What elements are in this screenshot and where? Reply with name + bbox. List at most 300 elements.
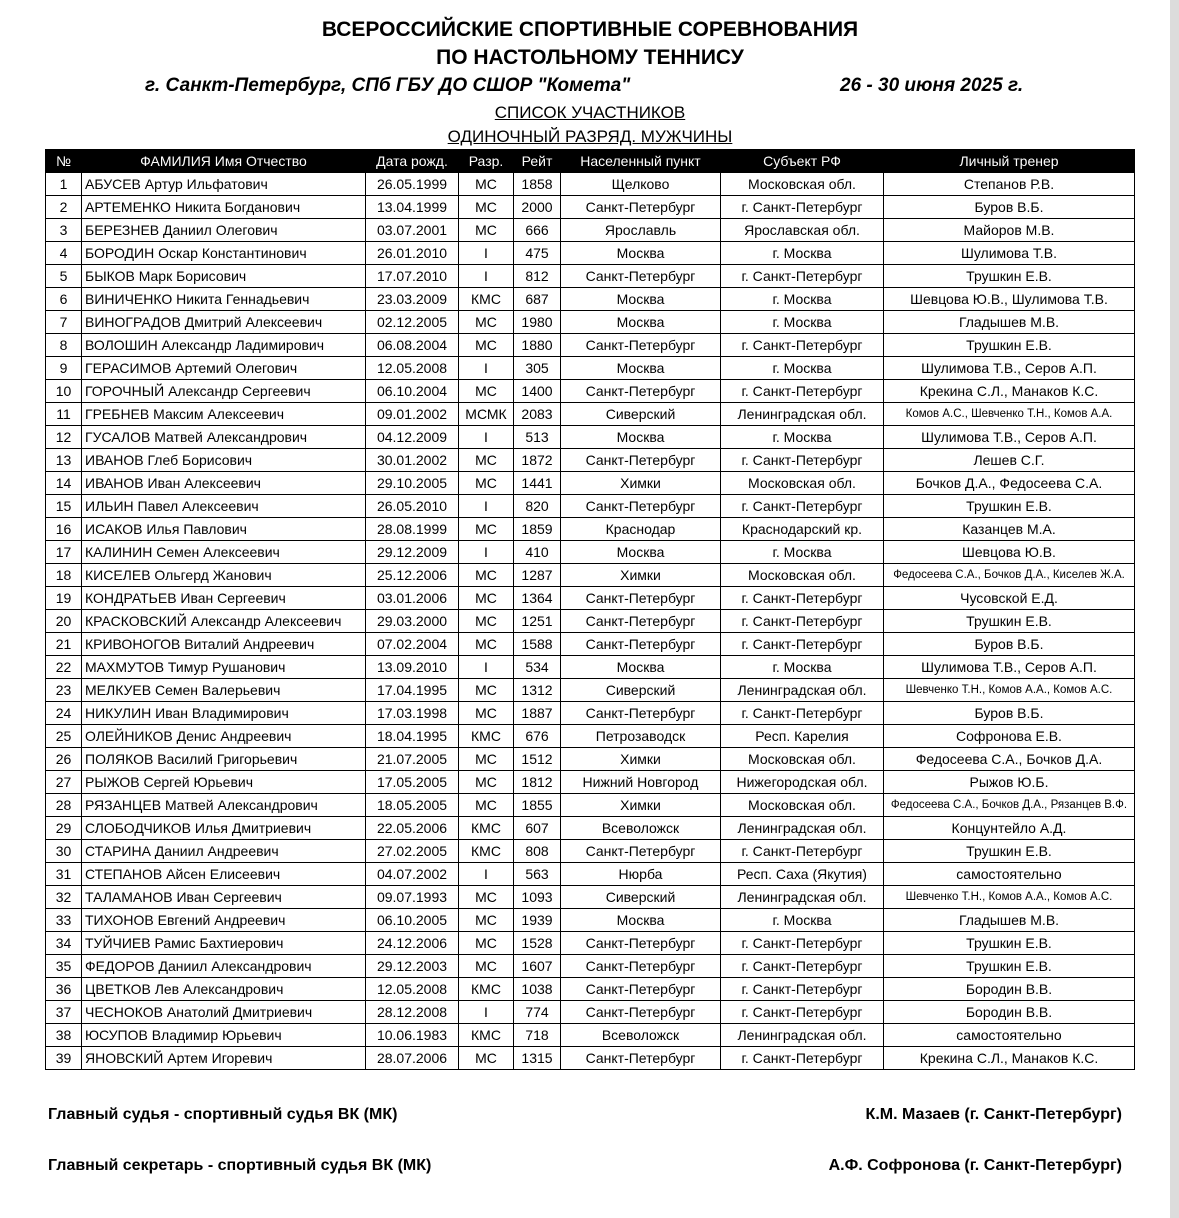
col-coach-cell: Трушкин Е.В.: [884, 840, 1135, 863]
col-birth-date-cell: 17.03.1998: [366, 702, 459, 725]
col-city-cell: Санкт-Петербург: [561, 265, 721, 288]
col-rank-cell: МСМК: [459, 403, 514, 426]
col-region-cell: г. Санкт-Петербург: [721, 380, 884, 403]
col-full-name-cell: ИЛЬИН Павел Алексеевич: [82, 495, 366, 518]
table-body: [46, 173, 1135, 1070]
col-birth-date-cell: 02.12.2005: [366, 311, 459, 334]
col-rating-cell: 1939: [514, 909, 561, 932]
col-coach-cell: Шулимова Т.В., Серов А.П.: [884, 357, 1135, 380]
table-row: [46, 380, 1135, 403]
col-birth-date-cell: 29.10.2005: [366, 472, 459, 495]
table-row: [46, 518, 1135, 541]
col-birth-date-cell: 29.12.2003: [366, 955, 459, 978]
table-row: [46, 1047, 1135, 1070]
col-coach-cell: Федосеева С.А., Бочков Д.А., Киселев Ж.А.: [884, 564, 1135, 587]
col-rating-cell: 1872: [514, 449, 561, 472]
col-region-cell: г. Санкт-Петербург: [721, 932, 884, 955]
col-number-cell: 1: [46, 173, 82, 196]
col-rank-cell: МС: [459, 334, 514, 357]
col-number-cell: 34: [46, 932, 82, 955]
col-full-name-cell: ПОЛЯКОВ Василий Григорьевич: [82, 748, 366, 771]
col-number-cell: 9: [46, 357, 82, 380]
col-rating-cell: 1287: [514, 564, 561, 587]
col-number-cell: 5: [46, 265, 82, 288]
col-coach-cell: самостоятельно: [884, 863, 1135, 886]
col-full-name-header: ФАМИЛИЯ Имя Отчество: [82, 150, 366, 173]
event-dates: 26 - 30 июня 2025 г.: [840, 75, 1024, 96]
col-coach-cell: Гладышев М.В.: [884, 909, 1135, 932]
col-rating-cell: 410: [514, 541, 561, 564]
col-rank-cell: МС: [459, 748, 514, 771]
col-coach-cell: Трушкин Е.В.: [884, 265, 1135, 288]
col-number-cell: 35: [46, 955, 82, 978]
col-birth-date-cell: 03.01.2006: [366, 587, 459, 610]
col-rating-cell: 607: [514, 817, 561, 840]
col-birth-date-cell: 29.12.2009: [366, 541, 459, 564]
table-row: [46, 173, 1135, 196]
col-birth-date-cell: 17.05.2005: [366, 771, 459, 794]
col-city-cell: Санкт-Петербург: [561, 978, 721, 1001]
col-coach-cell: Майоров М.В.: [884, 219, 1135, 242]
col-rating-cell: 666: [514, 219, 561, 242]
col-region-cell: г. Москва: [721, 541, 884, 564]
table-row: [46, 334, 1135, 357]
col-rank-cell: МС: [459, 886, 514, 909]
table-row: [46, 1001, 1135, 1024]
col-rating-cell: 1512: [514, 748, 561, 771]
col-rank-cell: МС: [459, 633, 514, 656]
col-rating-cell: 1312: [514, 679, 561, 702]
col-coach-cell: Гладышев М.В.: [884, 311, 1135, 334]
col-full-name-cell: ГУСАЛОВ Матвей Александрович: [82, 426, 366, 449]
col-city-cell: Сиверский: [561, 679, 721, 702]
col-birth-date-cell: 18.04.1995: [366, 725, 459, 748]
col-rank-cell: КМС: [459, 1024, 514, 1047]
col-coach-cell: Федосеева С.А., Бочков Д.А., Рязанцев В.Ф.: [884, 794, 1135, 817]
col-city-cell: Нижний Новгород: [561, 771, 721, 794]
col-rank-cell: I: [459, 242, 514, 265]
col-region-cell: Ленинградская обл.: [721, 679, 884, 702]
col-city-cell: Санкт-Петербург: [561, 380, 721, 403]
col-rank-cell: МС: [459, 932, 514, 955]
col-full-name-cell: ФЕДОРОВ Даниил Александрович: [82, 955, 366, 978]
col-city-cell: Всеволожск: [561, 1024, 721, 1047]
col-full-name-cell: БЕРЕЗНЕВ Даниил Олегович: [82, 219, 366, 242]
col-rating-cell: 513: [514, 426, 561, 449]
page-edge: [1170, 0, 1179, 1218]
col-number-cell: 26: [46, 748, 82, 771]
col-rank-cell: МС: [459, 311, 514, 334]
col-city-cell: Сиверский: [561, 886, 721, 909]
col-region-cell: г. Москва: [721, 357, 884, 380]
col-rating-cell: 820: [514, 495, 561, 518]
col-full-name-cell: БОРОДИН Оскар Константинович: [82, 242, 366, 265]
col-birth-date-cell: 24.12.2006: [366, 932, 459, 955]
col-birth-date-header: Дата рожд.: [366, 150, 459, 173]
col-rank-cell: МС: [459, 587, 514, 610]
col-number-cell: 15: [46, 495, 82, 518]
col-full-name-cell: КИСЕЛЕВ Ольгерд Жанович: [82, 564, 366, 587]
col-rank-cell: МС: [459, 449, 514, 472]
col-coach-cell: Федосеева С.А., Бочков Д.А.: [884, 748, 1135, 771]
table-row: [46, 909, 1135, 932]
col-region-cell: Респ. Карелия: [721, 725, 884, 748]
col-birth-date-cell: 03.07.2001: [366, 219, 459, 242]
col-coach-cell: Казанцев М.А.: [884, 518, 1135, 541]
col-birth-date-cell: 30.01.2002: [366, 449, 459, 472]
col-birth-date-cell: 12.05.2008: [366, 978, 459, 1001]
col-number-cell: 25: [46, 725, 82, 748]
col-rank-cell: МС: [459, 679, 514, 702]
col-birth-date-cell: 28.07.2006: [366, 1047, 459, 1070]
col-full-name-cell: КОНДРАТЬЕВ Иван Сергеевич: [82, 587, 366, 610]
col-rating-cell: 1441: [514, 472, 561, 495]
col-rank-cell: МС: [459, 610, 514, 633]
col-birth-date-cell: 13.09.2010: [366, 656, 459, 679]
col-number-header: №: [46, 150, 82, 173]
col-rank-cell: I: [459, 541, 514, 564]
col-full-name-cell: ЮСУПОВ Владимир Юрьевич: [82, 1024, 366, 1047]
col-full-name-cell: ГОРОЧНЫЙ Александр Сергеевич: [82, 380, 366, 403]
col-region-cell: г. Санкт-Петербург: [721, 587, 884, 610]
col-number-cell: 7: [46, 311, 82, 334]
col-number-cell: 6: [46, 288, 82, 311]
col-full-name-cell: ЯНОВСКИЙ Артем Игоревич: [82, 1047, 366, 1070]
col-region-cell: Московская обл.: [721, 794, 884, 817]
col-coach-cell: Трушкин Е.В.: [884, 610, 1135, 633]
table-row: [46, 219, 1135, 242]
col-number-cell: 19: [46, 587, 82, 610]
col-number-cell: 8: [46, 334, 82, 357]
col-full-name-cell: ВИНОГРАДОВ Дмитрий Алексеевич: [82, 311, 366, 334]
col-rank-cell: МС: [459, 518, 514, 541]
col-rank-cell: МС: [459, 219, 514, 242]
col-rating-cell: 1859: [514, 518, 561, 541]
col-region-cell: Ленинградская обл.: [721, 403, 884, 426]
col-birth-date-cell: 26.05.1999: [366, 173, 459, 196]
col-coach-cell: Буров В.Б.: [884, 196, 1135, 219]
chief-secretary-label: Главный секретарь - спортивный судья ВК (МК): [48, 1157, 432, 1174]
col-rank-cell: КМС: [459, 978, 514, 1001]
col-number-cell: 20: [46, 610, 82, 633]
col-number-cell: 23: [46, 679, 82, 702]
col-full-name-cell: НИКУЛИН Иван Владимирович: [82, 702, 366, 725]
col-birth-date-cell: 04.07.2002: [366, 863, 459, 886]
col-birth-date-cell: 06.10.2004: [366, 380, 459, 403]
col-region-cell: г. Санкт-Петербург: [721, 196, 884, 219]
table-row: [46, 978, 1135, 1001]
col-coach-cell: Шевченко Т.Н., Комов А.А., Комов А.С.: [884, 679, 1135, 702]
col-coach-cell: Крекина С.Л., Манаков К.С.: [884, 380, 1135, 403]
col-region-cell: г. Санкт-Петербург: [721, 1001, 884, 1024]
col-birth-date-cell: 07.02.2004: [366, 633, 459, 656]
col-region-cell: г. Москва: [721, 909, 884, 932]
col-full-name-cell: АРТЕМЕНКО Никита Богданович: [82, 196, 366, 219]
col-full-name-cell: ИВАНОВ Глеб Борисович: [82, 449, 366, 472]
col-rating-cell: 812: [514, 265, 561, 288]
col-number-cell: 16: [46, 518, 82, 541]
col-full-name-cell: КАЛИНИН Семен Алексеевич: [82, 541, 366, 564]
col-city-cell: Санкт-Петербург: [561, 196, 721, 219]
col-city-cell: Санкт-Петербург: [561, 955, 721, 978]
col-city-cell: Санкт-Петербург: [561, 932, 721, 955]
col-rank-header: Разр.: [459, 150, 514, 173]
col-city-cell: Ярославль: [561, 219, 721, 242]
col-rank-cell: МС: [459, 771, 514, 794]
col-rating-cell: 718: [514, 1024, 561, 1047]
col-region-cell: г. Москва: [721, 426, 884, 449]
document-title-line2: ПО НАСТОЛЬНОМУ ТЕННИСУ: [436, 46, 744, 69]
col-rank-cell: МС: [459, 794, 514, 817]
col-coach-cell: Лешев С.Г.: [884, 449, 1135, 472]
col-number-cell: 21: [46, 633, 82, 656]
col-city-cell: Москва: [561, 909, 721, 932]
col-region-cell: г. Москва: [721, 288, 884, 311]
col-city-cell: Санкт-Петербург: [561, 1001, 721, 1024]
col-coach-cell: самостоятельно: [884, 1024, 1135, 1047]
col-full-name-cell: ВИНИЧЕНКО Никита Геннадьевич: [82, 288, 366, 311]
col-number-cell: 31: [46, 863, 82, 886]
col-number-cell: 11: [46, 403, 82, 426]
table-row: [46, 472, 1135, 495]
col-city-cell: Химки: [561, 748, 721, 771]
col-birth-date-cell: 28.08.1999: [366, 518, 459, 541]
col-full-name-cell: ИВАНОВ Иван Алексеевич: [82, 472, 366, 495]
col-city-header: Населенный пункт: [561, 150, 721, 173]
col-birth-date-cell: 09.01.2002: [366, 403, 459, 426]
col-number-cell: 17: [46, 541, 82, 564]
participants-table: [45, 149, 1135, 1070]
col-city-cell: Химки: [561, 794, 721, 817]
col-coach-cell: Шевченко Т.Н., Комов А.А., Комов А.С.: [884, 886, 1135, 909]
col-rating-cell: 1812: [514, 771, 561, 794]
col-coach-cell: Шулимова Т.В.: [884, 242, 1135, 265]
col-birth-date-cell: 26.01.2010: [366, 242, 459, 265]
col-number-cell: 2: [46, 196, 82, 219]
col-city-cell: Москва: [561, 311, 721, 334]
col-number-cell: 10: [46, 380, 82, 403]
col-region-cell: г. Санкт-Петербург: [721, 633, 884, 656]
col-full-name-cell: СТАРИНА Даниил Андреевич: [82, 840, 366, 863]
table-header-row: [46, 150, 1135, 173]
col-region-cell: Респ. Саха (Якутия): [721, 863, 884, 886]
col-region-cell: Ленинградская обл.: [721, 886, 884, 909]
col-region-cell: Московская обл.: [721, 173, 884, 196]
col-coach-cell: Шевцова Ю.В.: [884, 541, 1135, 564]
col-rank-cell: I: [459, 265, 514, 288]
table-row: [46, 610, 1135, 633]
table-row: [46, 564, 1135, 587]
table-row: [46, 748, 1135, 771]
table-row: [46, 840, 1135, 863]
col-rank-cell: КМС: [459, 817, 514, 840]
col-full-name-cell: ГЕРАСИМОВ Артемий Олегович: [82, 357, 366, 380]
col-full-name-cell: ЧЕСНОКОВ Анатолий Дмитриевич: [82, 1001, 366, 1024]
col-birth-date-cell: 09.07.1993: [366, 886, 459, 909]
col-city-cell: Москва: [561, 541, 721, 564]
col-region-cell: г. Санкт-Петербург: [721, 265, 884, 288]
col-number-cell: 24: [46, 702, 82, 725]
col-city-cell: Санкт-Петербург: [561, 449, 721, 472]
col-birth-date-cell: 21.07.2005: [366, 748, 459, 771]
col-rating-cell: 687: [514, 288, 561, 311]
col-rating-cell: 2083: [514, 403, 561, 426]
col-rating-cell: 1855: [514, 794, 561, 817]
col-coach-header: Личный тренер: [884, 150, 1135, 173]
col-city-cell: Санкт-Петербург: [561, 702, 721, 725]
table-row: [46, 449, 1135, 472]
col-city-cell: Сиверский: [561, 403, 721, 426]
table-row: [46, 886, 1135, 909]
table-row: [46, 196, 1135, 219]
col-city-cell: Химки: [561, 564, 721, 587]
col-number-cell: 28: [46, 794, 82, 817]
col-rating-cell: 475: [514, 242, 561, 265]
table-row: [46, 794, 1135, 817]
col-rating-header: Рейт: [514, 150, 561, 173]
col-coach-cell: Рыжов Ю.Б.: [884, 771, 1135, 794]
col-rating-cell: 1038: [514, 978, 561, 1001]
col-rating-cell: 1093: [514, 886, 561, 909]
col-coach-cell: Концунтейло А.Д.: [884, 817, 1135, 840]
col-region-cell: Ленинградская обл.: [721, 1024, 884, 1047]
table-row: [46, 288, 1135, 311]
col-birth-date-cell: 17.04.1995: [366, 679, 459, 702]
col-number-cell: 38: [46, 1024, 82, 1047]
col-city-cell: Санкт-Петербург: [561, 633, 721, 656]
col-birth-date-cell: 23.03.2009: [366, 288, 459, 311]
col-number-cell: 12: [46, 426, 82, 449]
col-full-name-cell: ОЛЕЙНИКОВ Денис Андреевич: [82, 725, 366, 748]
col-rating-cell: 676: [514, 725, 561, 748]
col-city-cell: Всеволожск: [561, 817, 721, 840]
chief-judge-label: Главный судья - спортивный судья ВК (МК): [48, 1106, 398, 1123]
table-row: [46, 932, 1135, 955]
table-row: [46, 679, 1135, 702]
col-region-cell: г. Санкт-Петербург: [721, 978, 884, 1001]
col-number-cell: 18: [46, 564, 82, 587]
col-rank-cell: МС: [459, 196, 514, 219]
col-birth-date-cell: 25.12.2006: [366, 564, 459, 587]
col-number-cell: 4: [46, 242, 82, 265]
col-coach-cell: Трушкин Е.В.: [884, 955, 1135, 978]
table-row: [46, 242, 1135, 265]
col-full-name-cell: РЯЗАНЦЕВ Матвей Александрович: [82, 794, 366, 817]
table-row: [46, 495, 1135, 518]
col-number-cell: 33: [46, 909, 82, 932]
col-coach-cell: Крекина С.Л., Манаков К.С.: [884, 1047, 1135, 1070]
col-rating-cell: 1364: [514, 587, 561, 610]
col-region-cell: г. Санкт-Петербург: [721, 840, 884, 863]
col-coach-cell: Шулимова Т.В., Серов А.П.: [884, 426, 1135, 449]
col-rating-cell: 1588: [514, 633, 561, 656]
col-rating-cell: 534: [514, 656, 561, 679]
col-coach-cell: Софронова Е.В.: [884, 725, 1135, 748]
col-rank-cell: МС: [459, 702, 514, 725]
col-rank-cell: МС: [459, 472, 514, 495]
col-rating-cell: 1315: [514, 1047, 561, 1070]
col-full-name-cell: ТУЙЧИЕВ Рамис Бахтиерович: [82, 932, 366, 955]
col-city-cell: Краснодар: [561, 518, 721, 541]
col-birth-date-cell: 29.03.2000: [366, 610, 459, 633]
col-rank-cell: МС: [459, 1047, 514, 1070]
col-number-cell: 39: [46, 1047, 82, 1070]
col-number-cell: 3: [46, 219, 82, 242]
table-row: [46, 403, 1135, 426]
col-coach-cell: Буров В.Б.: [884, 633, 1135, 656]
col-birth-date-cell: 10.06.1983: [366, 1024, 459, 1047]
col-region-cell: Московская обл.: [721, 564, 884, 587]
col-coach-cell: Трушкин Е.В.: [884, 495, 1135, 518]
participants-list-heading: СПИСОК УЧАСТНИКОВ: [494, 103, 686, 122]
col-rank-cell: КМС: [459, 288, 514, 311]
col-full-name-cell: ТИХОНОВ Евгений Андреевич: [82, 909, 366, 932]
col-city-cell: Санкт-Петербург: [561, 1047, 721, 1070]
col-full-name-cell: МАХМУТОВ Тимур Рушанович: [82, 656, 366, 679]
col-birth-date-cell: 28.12.2008: [366, 1001, 459, 1024]
col-region-cell: г. Санкт-Петербург: [721, 449, 884, 472]
col-coach-cell: Шулимова Т.В., Серов А.П.: [884, 656, 1135, 679]
col-full-name-cell: АБУСЕВ Артур Ильфатович: [82, 173, 366, 196]
col-rank-cell: МС: [459, 380, 514, 403]
col-rank-cell: I: [459, 495, 514, 518]
col-birth-date-cell: 06.08.2004: [366, 334, 459, 357]
col-coach-cell: Чусовской Е.Д.: [884, 587, 1135, 610]
col-rank-cell: I: [459, 426, 514, 449]
col-rating-cell: 1400: [514, 380, 561, 403]
chief-judge-name: К.М. Мазаев (г. Санкт-Петербург): [865, 1106, 1122, 1123]
col-rank-cell: КМС: [459, 840, 514, 863]
col-number-cell: 22: [46, 656, 82, 679]
table-row: [46, 725, 1135, 748]
col-rank-cell: МС: [459, 564, 514, 587]
col-region-cell: Ярославская обл.: [721, 219, 884, 242]
col-city-cell: Химки: [561, 472, 721, 495]
col-region-cell: г. Москва: [721, 311, 884, 334]
document-title-line1: ВСЕРОССИЙСКИЕ СПОРТИВНЫЕ СОРЕВНОВАНИЯ: [321, 18, 859, 41]
col-full-name-cell: СТЕПАНОВ Айсен Елисеевич: [82, 863, 366, 886]
col-rank-cell: I: [459, 863, 514, 886]
col-city-cell: Москва: [561, 656, 721, 679]
col-number-cell: 37: [46, 1001, 82, 1024]
col-rating-cell: 1887: [514, 702, 561, 725]
col-region-cell: г. Санкт-Петербург: [721, 702, 884, 725]
col-region-cell: г. Москва: [721, 656, 884, 679]
col-rating-cell: 774: [514, 1001, 561, 1024]
col-full-name-cell: СЛОБОДЧИКОВ Илья Дмитриевич: [82, 817, 366, 840]
col-city-cell: Петрозаводск: [561, 725, 721, 748]
col-number-cell: 27: [46, 771, 82, 794]
col-number-cell: 32: [46, 886, 82, 909]
col-city-cell: Санкт-Петербург: [561, 334, 721, 357]
col-coach-cell: Бородин В.В.: [884, 978, 1135, 1001]
col-coach-cell: Трушкин Е.В.: [884, 334, 1135, 357]
col-city-cell: Москва: [561, 357, 721, 380]
col-birth-date-cell: 12.05.2008: [366, 357, 459, 380]
col-full-name-cell: МЕЛКУЕВ Семен Валерьевич: [82, 679, 366, 702]
col-number-cell: 36: [46, 978, 82, 1001]
venue: г. Санкт-Петербург, СПб ГБУ ДО СШОР "Комета": [145, 75, 631, 96]
col-rating-cell: 563: [514, 863, 561, 886]
col-birth-date-cell: 26.05.2010: [366, 495, 459, 518]
col-rating-cell: 1880: [514, 334, 561, 357]
table-row: [46, 541, 1135, 564]
col-full-name-cell: ВОЛОШИН Александр Ладимирович: [82, 334, 366, 357]
col-region-cell: г. Санкт-Петербург: [721, 334, 884, 357]
table-row: [46, 357, 1135, 380]
col-birth-date-cell: 06.10.2005: [366, 909, 459, 932]
col-rank-cell: I: [459, 357, 514, 380]
